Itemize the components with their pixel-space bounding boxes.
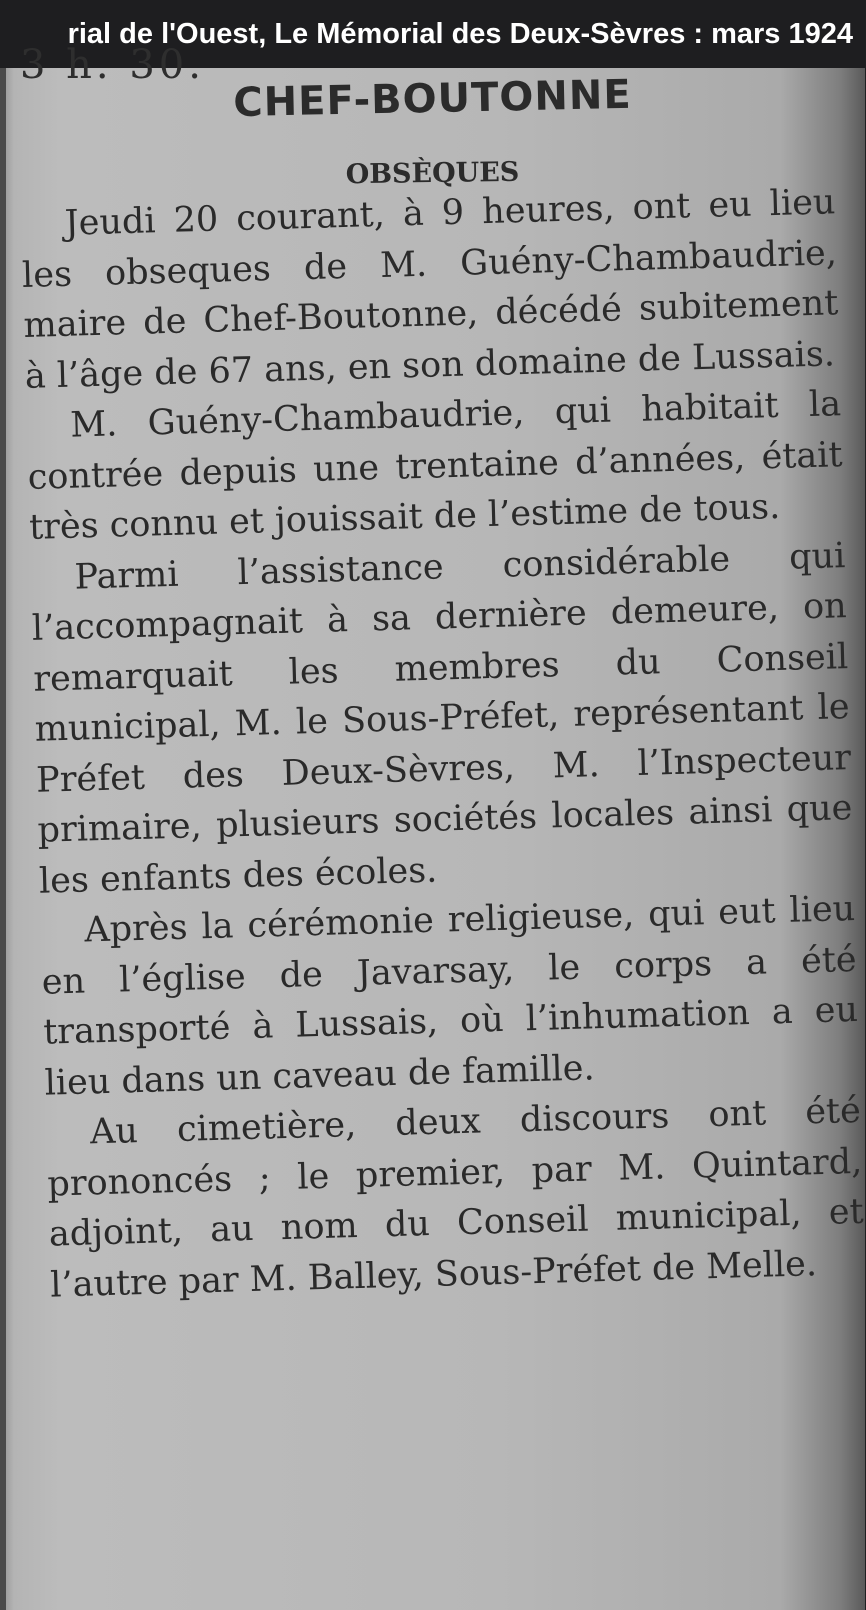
article-heading: CHEF-BOUTONNE [232, 71, 633, 127]
newspaper-scan [0, 42, 865, 1610]
column-rule [0, 68, 6, 1610]
paragraph: Parmi l’assistance considérable qui l’accompagnait à sa dernière demeure, on remarquait les membres du Conseil municipal, M. le Sous-Préfet, représentant le Préfet des Deux-Sèvres, M. l’Inspecteur primaire, plusieurs sociétés locales ainsi que les enfants des écoles. [31, 535, 853, 902]
article-body [20, 177, 866, 1310]
paragraph: Après la cérémonie religieuse, qui eut lieu en l’église de Javarsay, le corps a été transporté à Lussais, où l’inhumation a eu lieu dans un caveau de famille. [41, 888, 859, 1104]
paragraph: M. Guény-Chambaudrie, qui habitait la contrée depuis une trentaine d’années, était très connu et jouissait de l’estime de tous. [27, 384, 843, 548]
paragraph: Au cimetière, deux discours ont été prononcés ; le premier, par M. Quintard, adjoint, au nom du Conseil municipal, et l’autre par M. Balley, Sous-Préfet de Melle. [46, 1090, 865, 1306]
window-title: rial de l'Ouest, Le Mémorial des Deux-Sèvres : mars 1924 [67, 18, 853, 50]
article-subheading: OBSÈQUES [345, 156, 520, 191]
paragraph: Jeudi 20 courant, à 9 heures, ont eu lieu les obseques de M. Guény-Chambaudrie, maire de Chef-Boutonne, décédé subitement à l’âge de 67 ans, en son domaine de Lussais. [21, 182, 839, 397]
top-fragment: 3 h. 30. [20, 42, 205, 88]
